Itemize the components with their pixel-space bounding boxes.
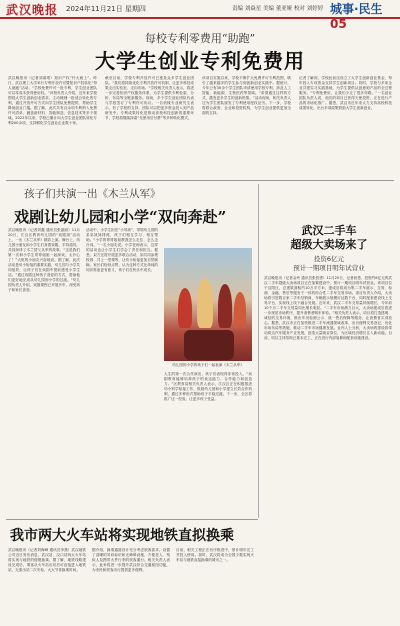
side-headline-2: 超级大卖场来了 <box>290 238 368 251</box>
side-headline-1: 武汉二手车 <box>301 224 357 237</box>
lead-headline: 大学生创业专利免费用 <box>95 49 305 73</box>
story2-column-1: 武汉晚报讯（记者刘鑫 通讯员张嘉丽）11月20日，江汉区教育幼儿园的“戏剧周”活动上，一出《木兰从军》精彩上演。舞台上，幼儿园小朋友和小学生们身着戏服、手持道具，共同演绎了木兰替父从军的故事。“这是我们第一次和小学生哥哥姐姐一起演戏，太开心了！”大班的小朋友兴奋地说。据了解，此次活动是幼小衔接的重要实践，幼儿园与小学共同组织，让孩子们在戏剧中提前感受小学生活。“通过戏剧这种孩子喜爱的方式，帮助他们更好地完成从幼儿园到小学的过渡。”幼儿园负责人介绍，戏剧课程已开展多年，深受孩子和家长喜爱。 <box>8 228 80 292</box>
lead-column-4: 记者了解到，学校此前还设立了大学生创新创业基金，每年投入专项资金支持学生创新项目。同时，学校与多家企业共建实习实践基地，为学生提供从创意到产品的全过程服务。“专利免费用，让我们少走了很多弯路。”一名创业团队负责人说，他们的项目已获得天使投资，正在进行产品的市场化推广。据悉，武汉市近年来大力支持高校科技成果转化，出台多项政策鼓励大学生创新创业。 <box>299 76 392 110</box>
bottom-column-2: 据介绍，换乘通道设计充分考虑旅客需求，设置了清晰的导向标识和无障碍设施，方便老人、残疾人及携带大件行李的旅客通行。相关负责人表示，此举将进一步提升武汉综合交通枢纽功能，为市民和旅客出行提供更多便利。 <box>92 548 170 572</box>
divider <box>6 180 394 181</box>
page-header <box>0 0 400 31</box>
lead-column-1: 武汉晚报讯（记者刘睿珺）知识产权“拎大就上”。昨日，武汉理工大学举行专利开放许可暨知识产权转化“每人助跑”活动。“学校免费许可一批专利，学生创业团队可以零成本获得使用权。”该校负责人介绍，近年来学校围绕大学生创新创业需求，主动梳理一批适合转化的专利，通过开放许可方式向学生团队免费提供，帮助学生降低创业门槛。据了解，此次共有百余项专利纳入免费许可清单，涵盖新材料、智能制造、信息技术等多个领域。2022年以来，学校已累计向大学生创业团队转化专利200余项，支持孵化学生创业企业数十家。 <box>8 76 97 125</box>
lead-kicker: 每校专利零费用“助跑” <box>144 32 256 45</box>
editor-credits: 责编 刘焱星 美编 董亚娅 校对 刘婷婷 <box>232 6 324 12</box>
story2-column-3: 人生的第一次合作演出，孩子们表现得非常投入。“戏剧教育能够培养孩子的表达能力、合作能力和创造力。”区教育局相关负责人表示，江汉区正在积极推进幼小科学衔接工作，鼓励幼儿园和小学建立长效合作机制，通过多种形式帮助孩子平稳过渡。下一步，全区将推广这一经验，让更多孩子受益。 <box>164 372 252 401</box>
story2-headline: 戏剧让幼儿园和小学“双向奔赴” <box>14 208 227 226</box>
performance-photo <box>164 248 252 361</box>
story2-column-2: 活动中，小学生担任“小导演”，带领幼儿园的弟弟妹妹排练，孩子们相互学习、相互帮助。“小学的哥哥姐姐教我怎么走位、怎么念台词。”一名小朋友说。小学老师表示，这样的活动也让小学生们学会了责任和担当。据悉，双方还将开展更多联合活动，如共同参观校园、共上一堂课等，让幼小衔接更加自然顺畅。家长们纷纷点赞，认为这种方式比单纯的知识准备更有意义，孩子们在快乐中成长。 <box>86 228 158 272</box>
lead-column-2: 截至目前，学校专利开放许可已惠及众多学生创业团队。“我们将持续优化专利开放许可机制，让更多科技成果走出实验室、走向市场。“学校相关负责人表示，将进一步完善知识产权服务体系，为学生提供专利检索、分析、布局等全链条服务。现场，多个学生创业团队代表与学校签订了专利许可协议。一名机械专业研究生表示，有了学校的支持，团队可以把更多资金投入到产品研发中。专利成果转化是推动高校科技创新的重要环节，学校将继续探索“先使用后付费”等多种转化模式。 <box>105 76 194 120</box>
photo-caption: 幼儿园的小学的孩子们一起表演《木兰从军》 <box>172 363 244 367</box>
side-story-body: 武汉晚报讯（记者金玲 通讯员张贺勇）11月20日，记者获悉，投资约6亿元的武汉二手车超级大卖场项目正在加紧建设中，预计一期项目明年试营业。该项目位于汉阳区，总建筑面积约10万平方米，建成后将成为集二手车展示、交易、检测、金融、售后等服务于一体的综合性二手车交易市场。项目负责人介绍，大卖场将引进数百家二手车经销商，车辆展示规模可达数千台，同时配套建设线上交易平台，实现线上线下融合发展。近年来，武汉二手车交易量持续增长，今年前10个月二手车交易量同比增长明显。“二手车市场潜力巨大，大卖场建成后将进一步规范市场秩序，提升消费者购车体验。”相关负责人表示，项目将打造透明、诚信的交易环境，推出车况检测公示、统一售后保障等服务，让消费者买得放心。据悉，武汉市正在加快推进二手车流通领域改革，出台便利交易登记、优化市场布局等措施，推动二手车市场健康发展。业内人士分析，大卖场的建设将带动周边汽车服务产业发展，创造大量就业岗位，为区域经济增长注入新动能。目前，项目主体结构已基本完工，正在进行内部装修和配套设施建设。 <box>264 276 392 340</box>
bottom-column-1: 武汉晚报讯（记者刘海峰 通讯员李燕）武汉地铁公司近日发布消息，武汉站、汉口站两大火车站将实现与地铁的便捷换乘。据了解，地铁线路建设完成后，乘客从火车站出站后可直接进入地铁站，无需出站二次安检，大大节省换乘时间。 <box>8 548 86 572</box>
side-sub-2: 预计一期项目明年试营业 <box>293 264 365 272</box>
page-number: 05 <box>330 17 347 31</box>
lead-column-3: 该项目实施以来，学校不断扩大免费许可专利范围，吸引了越来越多的学生参与到创新创业实践中。据统计，今年已有30余个学生团队申请使用学校专利，涉及人工智能、新能源、生物医药等领域。“希望通过这样的方式，激发更多学生的创新热情。”活动现场，相关负责人还为学生团队颁发了专利使用授权证书。下一步，学校将联合政府、企业和投资机构，为学生创业提供更加全面的支持。 <box>202 76 291 115</box>
divider-bottom <box>6 519 258 520</box>
column-rule <box>258 184 259 518</box>
masthead: 武汉晚报 <box>6 3 59 17</box>
bottom-column-3: 目前，相关工程正在有序推进中，预计明年完工并投入使用。届时，武汉将成为全国少数实现火车站与地铁直接换乘的城市之一。 <box>176 548 254 562</box>
section-name: 城事·民生 <box>330 2 383 16</box>
issue-date: 2024年11月21日 星期四 <box>66 5 146 13</box>
side-sub-1: 投资6亿元 <box>313 255 345 263</box>
story2-kicker: 孩子们共演一出《木兰从军》 <box>24 188 161 200</box>
bottom-headline: 我市两大火车站将实现地铁直拟换乘 <box>10 528 234 544</box>
section-title <box>330 0 400 31</box>
